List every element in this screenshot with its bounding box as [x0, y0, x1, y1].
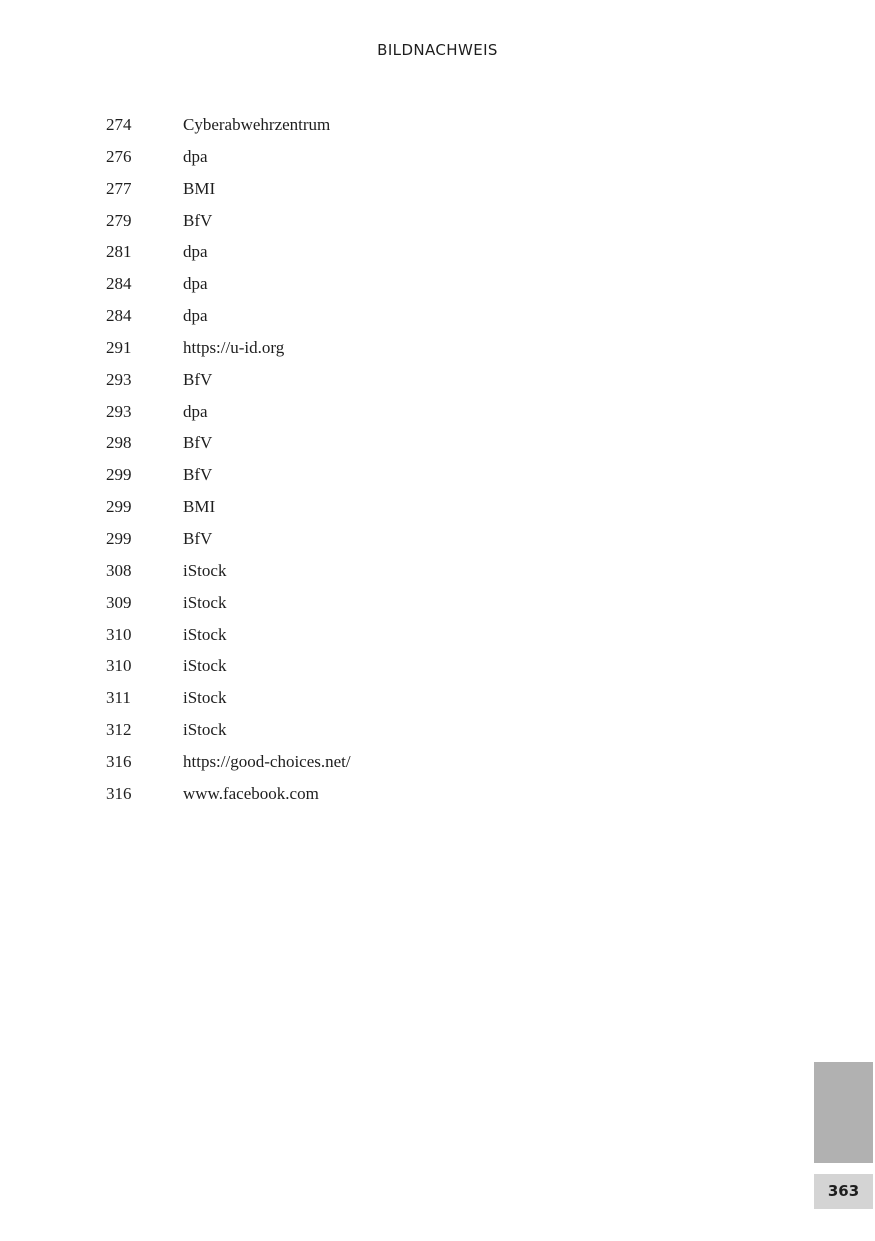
- credit-source: iStock: [183, 624, 227, 644]
- credit-source: dpa: [183, 401, 208, 421]
- credit-source: iStock: [183, 656, 227, 676]
- image-credits-list: [106, 111, 351, 812]
- credit-page-number: 284: [106, 274, 132, 294]
- credit-source: iStock: [183, 560, 227, 580]
- credit-row: [106, 557, 351, 589]
- credit-page-number: 274: [106, 115, 132, 134]
- credit-row: [106, 143, 351, 175]
- credit-page-number: 293: [106, 401, 132, 421]
- credit-source: BfV: [183, 433, 213, 453]
- credit-row: [106, 366, 351, 398]
- credit-row: [106, 429, 351, 461]
- credit-row: [106, 238, 351, 270]
- credit-source: BMI: [183, 178, 216, 198]
- credit-source: BfV: [183, 528, 213, 548]
- credit-page-number: 309: [106, 592, 132, 612]
- credit-page-number: 281: [106, 242, 132, 262]
- credit-source: dpa: [183, 306, 208, 326]
- credit-source: dpa: [183, 242, 208, 262]
- credit-row: [106, 175, 351, 207]
- credit-page-number: 299: [106, 465, 132, 485]
- credit-page-number: 293: [106, 369, 132, 389]
- credit-source: BfV: [183, 210, 213, 230]
- chapter-thumb-tab: [814, 1062, 873, 1163]
- credit-page-number: 299: [106, 528, 132, 548]
- credit-page-number: 277: [106, 178, 132, 198]
- credit-row: [106, 652, 351, 684]
- credit-row: [106, 270, 351, 302]
- credit-page-number: 310: [106, 656, 132, 676]
- credit-page-number: 298: [106, 433, 132, 453]
- credit-source: BfV: [183, 369, 213, 389]
- credit-source: iStock: [183, 592, 227, 612]
- credit-source: BfV: [183, 465, 213, 485]
- credit-source: dpa: [183, 146, 208, 166]
- credit-row: [106, 525, 351, 557]
- credit-page-number: 310: [106, 624, 132, 644]
- credit-row: [106, 461, 351, 493]
- credit-page-number: 276: [106, 146, 132, 166]
- credit-row: [106, 621, 351, 653]
- credit-source: BMI: [183, 497, 216, 517]
- credit-page-number: 284: [106, 306, 132, 326]
- credit-row: [106, 398, 351, 430]
- credit-source: https://u-id.org: [183, 337, 285, 357]
- credit-source: Cyberabwehrzentrum: [183, 115, 331, 134]
- credit-row: [106, 334, 351, 366]
- credit-page-number: 316: [106, 783, 132, 803]
- credit-row: [106, 207, 351, 239]
- credit-source: iStock: [183, 688, 227, 708]
- credit-row: [106, 716, 351, 748]
- credit-row: [106, 589, 351, 621]
- credit-page-number: 279: [106, 210, 132, 230]
- credit-row: [106, 302, 351, 334]
- credit-row: [106, 780, 351, 812]
- credit-page-number: 308: [106, 560, 132, 580]
- credit-row: [106, 493, 351, 525]
- credit-page-number: 291: [106, 337, 132, 357]
- credit-source: https://good-choices.net/: [183, 751, 351, 771]
- credit-row: [106, 748, 351, 780]
- credit-source: www.facebook.com: [183, 783, 319, 803]
- credit-row: [106, 111, 351, 143]
- page-number: 363: [814, 1174, 873, 1209]
- running-head: BILDNACHWEIS: [377, 41, 498, 59]
- credit-row: [106, 684, 351, 716]
- credit-page-number: 316: [106, 751, 132, 771]
- credit-page-number: 299: [106, 497, 132, 517]
- credit-page-number: 311: [106, 688, 131, 708]
- credit-source: iStock: [183, 720, 227, 740]
- credit-page-number: 312: [106, 720, 132, 740]
- credit-source: dpa: [183, 274, 208, 294]
